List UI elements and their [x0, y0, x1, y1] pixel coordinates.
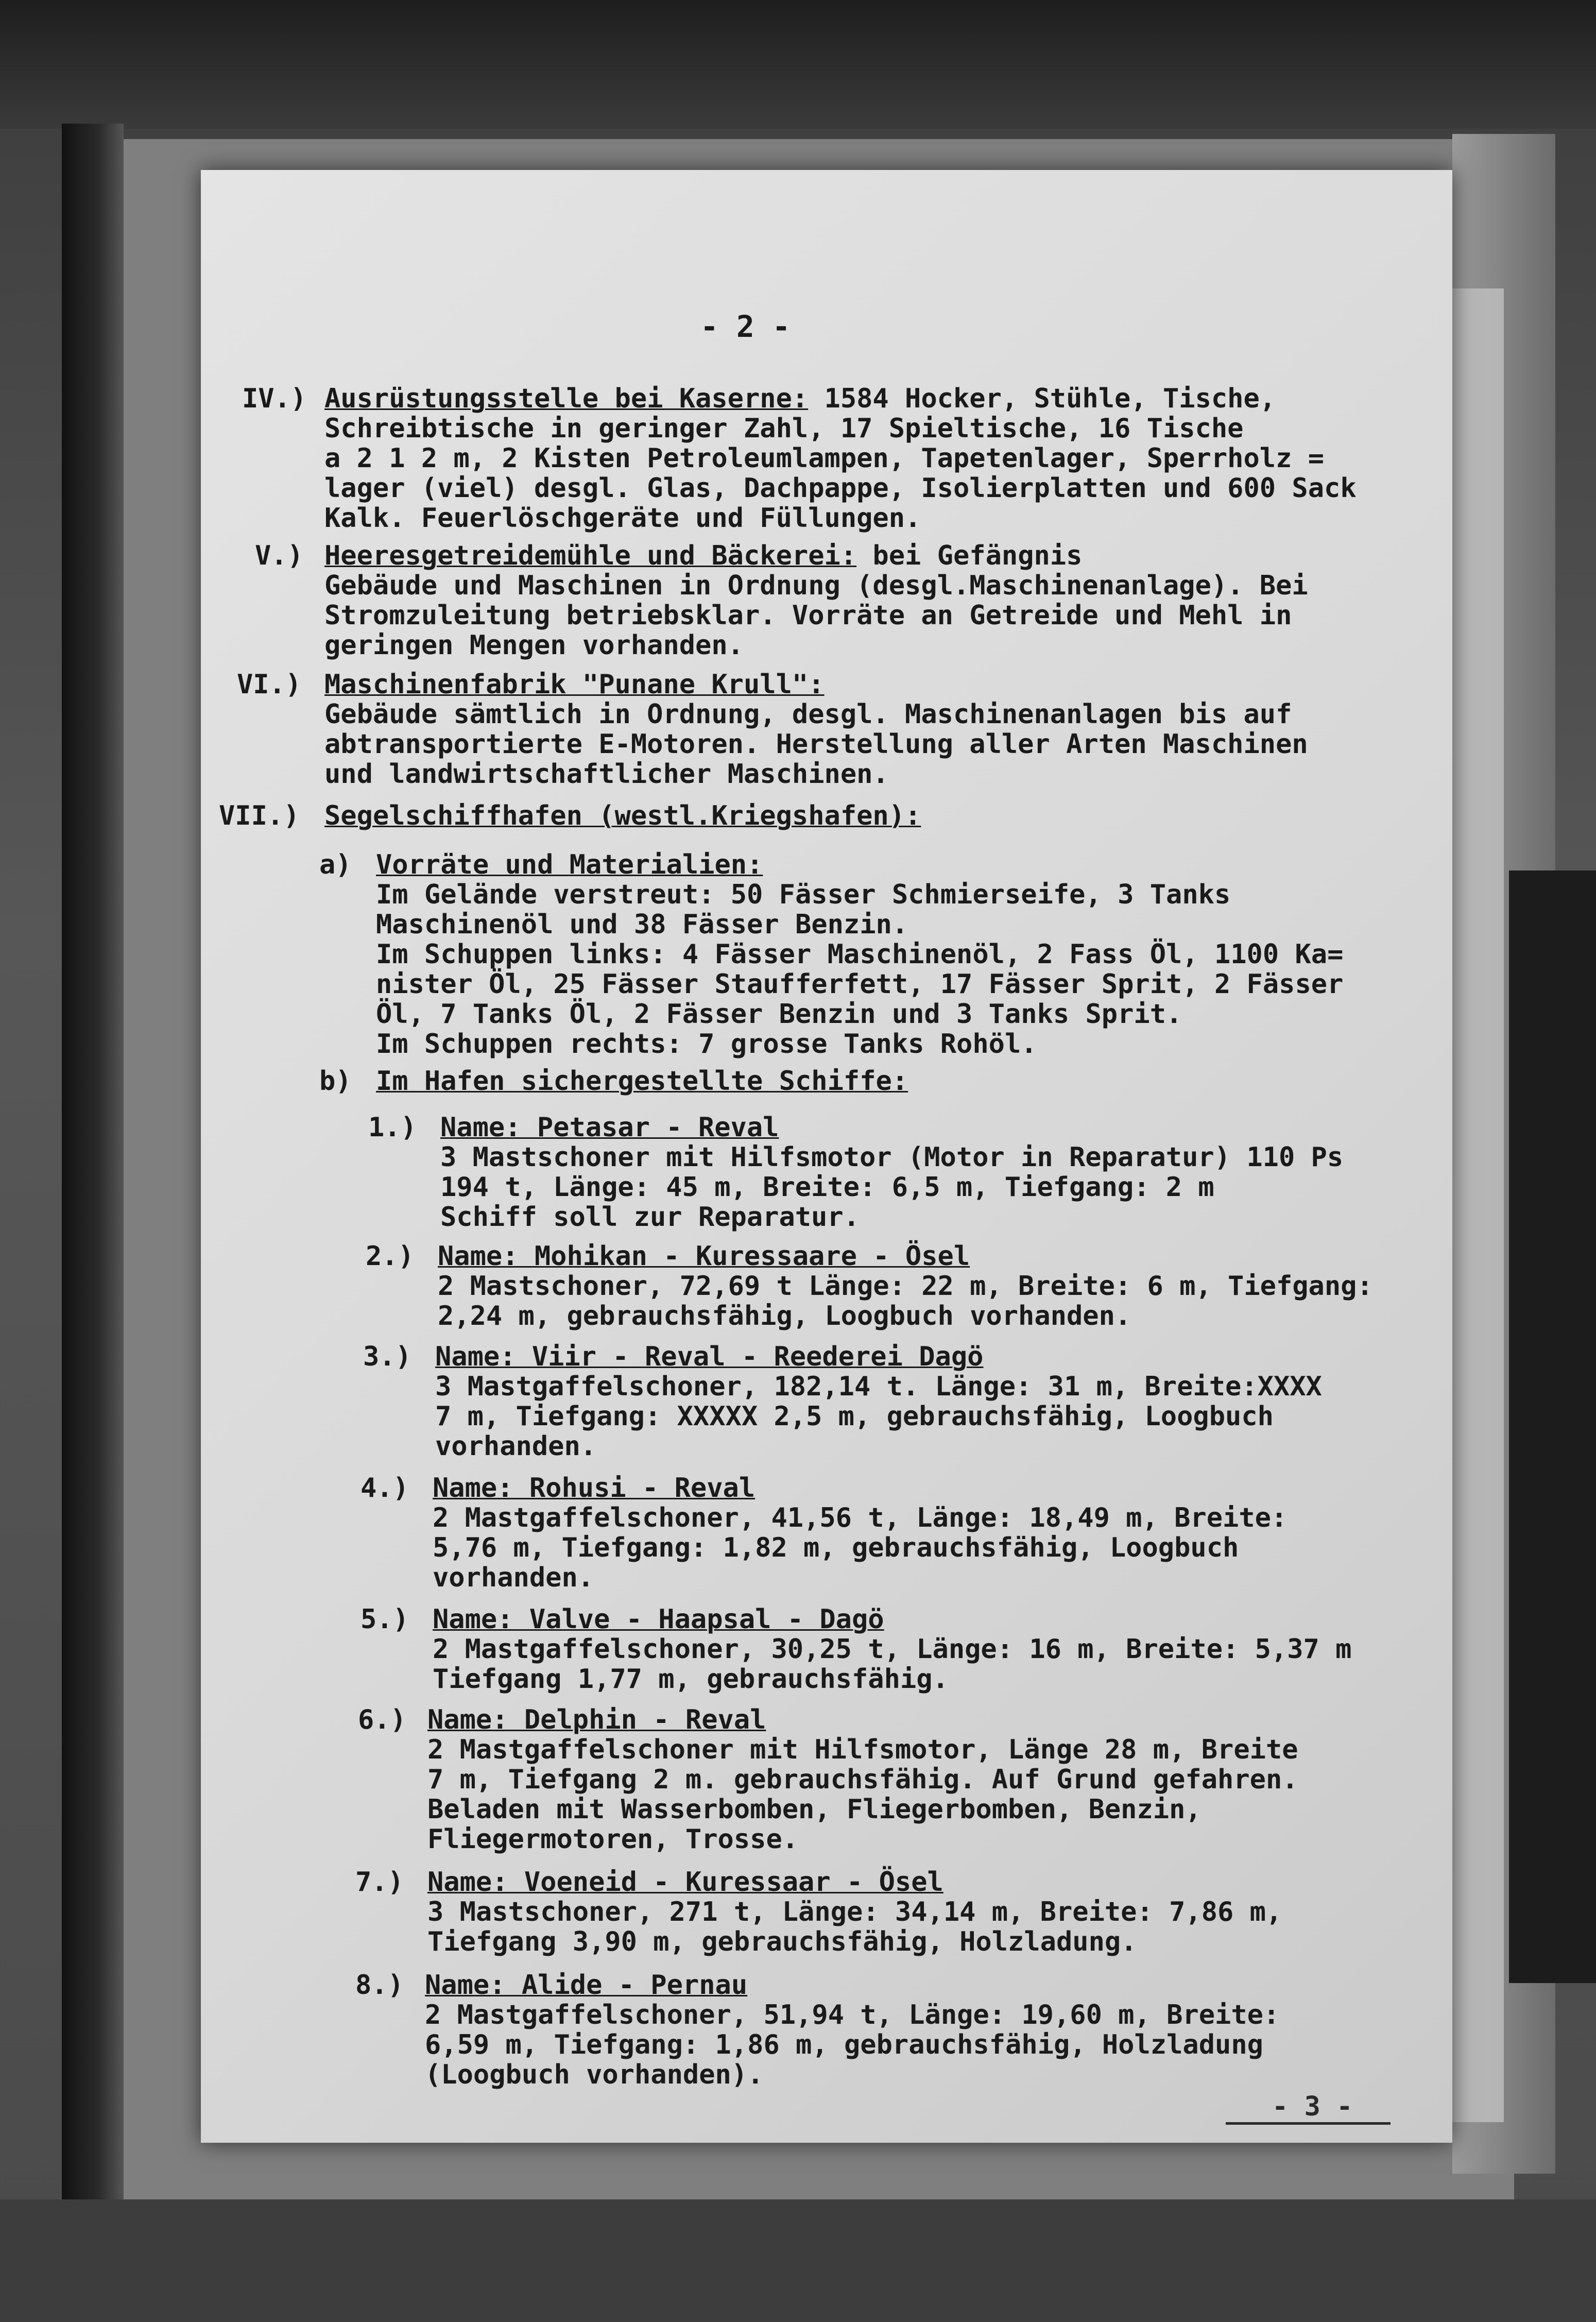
text-line: lager (viel) desgl. Glas, Dachpappe, Isolierplatten und 600 Sack	[324, 473, 1357, 504]
text-line: 2 Mastgaffelschoner mit Hilfsmotor, Länge 28 m, Breite	[427, 1734, 1298, 1765]
ship-name: Name: Delphin - Reval	[427, 1704, 766, 1735]
section-iv	[324, 384, 1357, 533]
subsection-heading: Im Hafen sichergestellte Schiffe:	[376, 1066, 908, 1097]
text-line: geringen Mengen vorhanden.	[324, 630, 744, 661]
binder-top	[0, 0, 1596, 129]
film-bottom-edge	[0, 2199, 1596, 2322]
text-line: Öl, 7 Tanks Öl, 2 Fässer Benzin und 3 Tanks Sprit.	[376, 999, 1182, 1030]
text-line: abtransportierte E-Motoren. Herstellung aller Arten Maschinen	[324, 729, 1308, 760]
text-line: 2,24 m, gebrauchsfähig, Loogbuch vorhanden.	[438, 1301, 1131, 1331]
text-line: 2 Mastgaffelschoner, 41,56 t, Länge: 18,49 m, Breite:	[433, 1503, 1288, 1533]
text-line: Schiff soll zur Reparatur.	[440, 1202, 860, 1233]
subsection-b	[376, 1066, 908, 1096]
ship-number: 4.)	[361, 1473, 409, 1504]
text-line: 2 Mastschoner, 72,69 t Länge: 22 m, Breite: 6 m, Tiefgang:	[438, 1271, 1373, 1302]
ship-number: 1.)	[368, 1112, 417, 1143]
section-heading: Segelschiffhafen (westl.Kriegshafen):	[324, 800, 921, 831]
section-heading: Maschinenfabrik "Punane Krull":	[324, 669, 825, 700]
text-line: vorhanden.	[435, 1431, 597, 1462]
text-line: 5,76 m, Tiefgang: 1,82 m, gebrauchsfähig, Loogbuch	[433, 1532, 1239, 1563]
ship-entry	[440, 1113, 1343, 1232]
text-line: Tiefgang 3,90 m, gebrauchsfähig, Holzladung.	[427, 1926, 1137, 1957]
subsection-a	[376, 850, 1343, 1059]
section-number: V.)	[255, 540, 303, 571]
section-heading: Ausrüstungsstelle bei Kaserne:	[324, 383, 809, 414]
ship-name: Name: Voeneid - Kuressaar - Ösel	[427, 1867, 943, 1898]
subsection-label: b)	[319, 1066, 352, 1097]
ship-number: 2.)	[366, 1241, 414, 1272]
text-line: Maschinenöl und 38 Fässer Benzin.	[376, 909, 908, 940]
section-number: IV.)	[242, 383, 307, 414]
subsection-label: a)	[319, 849, 352, 880]
ship-number: 7.)	[355, 1867, 404, 1898]
text-line: vorhanden.	[433, 1562, 594, 1593]
subsection-heading: Vorräte und Materialien:	[376, 849, 763, 880]
text-line: 2 Mastgaffelschoner, 51,94 t, Länge: 19,60 m, Breite:	[425, 2000, 1280, 2030]
text-line: Im Gelände verstreut: 50 Fässer Schmierseife, 3 Tanks	[376, 879, 1231, 910]
page-number: - 2 -	[700, 309, 791, 344]
ship-entry	[427, 1705, 1298, 1854]
ship-entry	[438, 1241, 1373, 1331]
section-number: VII.)	[219, 800, 300, 831]
ship-number: 6.)	[358, 1704, 406, 1735]
text-line: Tiefgang 1,77 m, gebrauchsfähig.	[433, 1664, 949, 1695]
ship-name: Name: Petasar - Reval	[440, 1112, 779, 1143]
footer-rule	[1226, 2122, 1391, 2125]
ship-entry	[433, 1473, 1287, 1593]
section-v	[324, 541, 1308, 660]
text-line: (Loogbuch vorhanden).	[425, 2059, 764, 2090]
ship-name: Name: Rohusi - Reval	[433, 1473, 756, 1504]
text-line: Fliegermotoren, Trosse.	[427, 1824, 799, 1855]
text-line: Im Schuppen rechts: 7 grosse Tanks Rohöl.	[376, 1029, 1037, 1060]
section-vii	[324, 801, 921, 831]
text-line: 2 Mastgaffelschoner, 30,25 t, Länge: 16 m, Breite: 5,37 m	[433, 1634, 1352, 1665]
text-line: 3 Mastgaffelschoner, 182,14 t. Länge: 31 m, Breite:XXXX	[435, 1371, 1322, 1402]
text-line: a 2 1 2 m, 2 Kisten Petroleumlampen, Tapetenlager, Sperrholz =	[324, 443, 1325, 474]
ship-entry	[433, 1604, 1351, 1694]
ship-entry	[435, 1342, 1322, 1461]
text-line: Stromzuleitung betriebsklar. Vorräte an Getreide und Mehl in	[324, 600, 1292, 631]
binder-spine	[62, 124, 124, 2199]
text-line: bei Gefängnis	[856, 540, 1083, 571]
text-line: Schreibtische in geringer Zahl, 17 Spieltische, 16 Tische	[324, 413, 1244, 444]
text-line: 194 t, Länge: 45 m, Breite: 6,5 m, Tiefgang: 2 m	[440, 1172, 1214, 1203]
text-line: und landwirtschaftlicher Maschinen.	[324, 759, 889, 790]
text-line: Gebäude und Maschinen in Ordnung (desgl.Maschinenanlage). Bei	[324, 570, 1308, 601]
text-line: Gebäude sämtlich in Ordnung, desgl. Maschinenanlagen bis auf	[324, 699, 1292, 730]
ship-number: 5.)	[361, 1604, 409, 1635]
text-line: 6,59 m, Tiefgang: 1,86 m, gebrauchsfähig, Holzladung	[425, 2029, 1263, 2060]
ship-name: Name: Alide - Pernau	[425, 1970, 748, 2001]
text-line: 3 Mastschoner mit Hilfsmotor (Motor in Reparatur) 110 Ps	[440, 1142, 1344, 1173]
section-vi	[324, 670, 1308, 789]
text-line: Im Schuppen links: 4 Fässer Maschinenöl, 2 Fass Öl, 1100 Ka=	[376, 939, 1344, 970]
text-line: 1584 Hocker, Stühle, Tische,	[808, 383, 1276, 414]
binder-clip	[1509, 870, 1596, 1983]
ship-name: Name: Mohikan - Kuressaare - Ösel	[438, 1241, 970, 1272]
ship-entry	[425, 1970, 1279, 2090]
ship-name: Name: Viir - Reval - Reederei Dagö	[435, 1341, 984, 1372]
section-number: VI.)	[237, 669, 302, 700]
text-line: 7 m, Tiefgang 2 m. gebrauchsfähig. Auf Grund gefahren.	[427, 1764, 1298, 1795]
next-page-number: - 3 -	[1272, 2091, 1353, 2122]
text-line: 7 m, Tiefgang: XXXXX 2,5 m, gebrauchsfähig, Loogbuch	[435, 1401, 1274, 1432]
ship-name: Name: Valve - Haapsal - Dagö	[433, 1604, 884, 1635]
ship-number: 3.)	[363, 1341, 411, 1372]
text-line: Beladen mit Wasserbomben, Fliegerbomben, Benzin,	[427, 1794, 1202, 1825]
ship-number: 8.)	[355, 1970, 404, 2001]
ship-entry	[427, 1867, 1282, 1957]
text-line: nister Öl, 25 Fässer Staufferfett, 17 Fässer Sprit, 2 Fässer	[376, 969, 1344, 1000]
text-line: Kalk. Feuerlöschgeräte und Füllungen.	[324, 503, 921, 534]
section-heading: Heeresgetreidemühle und Bäckerei:	[324, 540, 857, 571]
text-line: 3 Mastschoner, 271 t, Länge: 34,14 m, Breite: 7,86 m,	[427, 1897, 1282, 1927]
